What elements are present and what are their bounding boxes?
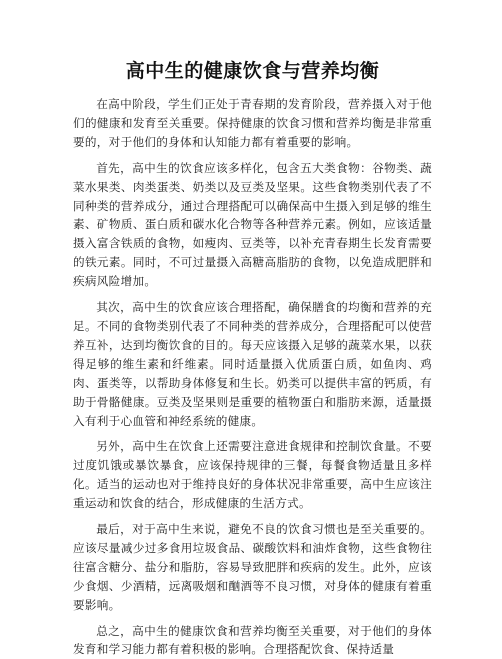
paragraph-regularity: 另外，高中生在饮食上还需要注意进食规律和控制饮食量。不要过度饥饿或暴饮暴食，应该保持规律的三餐，每餐食物适量且多样化。适当的运动也对于维持良好的身体状况非常重要，高中生应该注重运动和饮食的结合，形成健康的生活方式。 bbox=[73, 439, 432, 511]
paragraph-diversity: 首先，高中生的饮食应该多样化，包含五大类食物：谷物类、蔬菜水果类、肉类蛋类、奶类以及豆类及坚果。这些食物类别代表了不同种类的营养成分，通过合理搭配可以确保高中生摄入到足够的维生素、矿物质、蛋白质和碳水化合物等各种营养元素。例如，应该适量摄入富含铁质的食物，如瘦肉、豆类等，以补充青春期生长发育需要的铁元素。同时，不可过量摄入高糖高脂肪的食物，以免造成肥胖和疾病风险增加。 bbox=[73, 160, 432, 289]
paragraph-balance: 其次，高中生的饮食应该合理搭配，确保膳食的均衡和营养的充足。不同的食物类别代表了不同种类的营养成分，合理搭配可以使营养互补，达到均衡饮食的目的。每天应该摄入足够的蔬菜水果，以获得足够的维生素和纤维素。同时适量摄入优质蛋白质，如鱼肉、鸡肉、蛋类等，以帮助身体修复和生长。奶类可以提供丰富的钙质，有助于骨骼健康。豆类及坚果则是重要的植物蛋白和脂肪来源，适量摄入有利于心血管和神经系统的健康。 bbox=[73, 300, 432, 428]
paragraph-bad-habits: 最后，对于高中生来说，避免不良的饮食习惯也是至关重要的。应该尽量减少过多食用垃圾食品、碳酸饮料和油炸食物，这些食物往往富含糖分、盐分和脂肪，容易导致肥胖和疾病的发生。此外，应该少食烟、少酒精，远离吸烟和酗酒等不良习惯，对身体的健康有着重要影响。 bbox=[73, 522, 432, 612]
paragraph-intro: 在高中阶段，学生们正处于青春期的发育阶段，营养摄入对于他们的健康和发育至关重要。保持健康的饮食习惯和营养均衡是非常重要的，对于他们的身体和认知能力都有着重要的影响。 bbox=[73, 97, 432, 149]
document-title: 高中生的健康饮食与营养均衡 bbox=[125, 60, 380, 82]
paragraph-summary: 总之，高中生的健康饮食和营养均衡至关重要，对于他们的身体发育和学习能力都有着积极的影响。合理搭配饮食、保持适量 bbox=[73, 623, 432, 657]
